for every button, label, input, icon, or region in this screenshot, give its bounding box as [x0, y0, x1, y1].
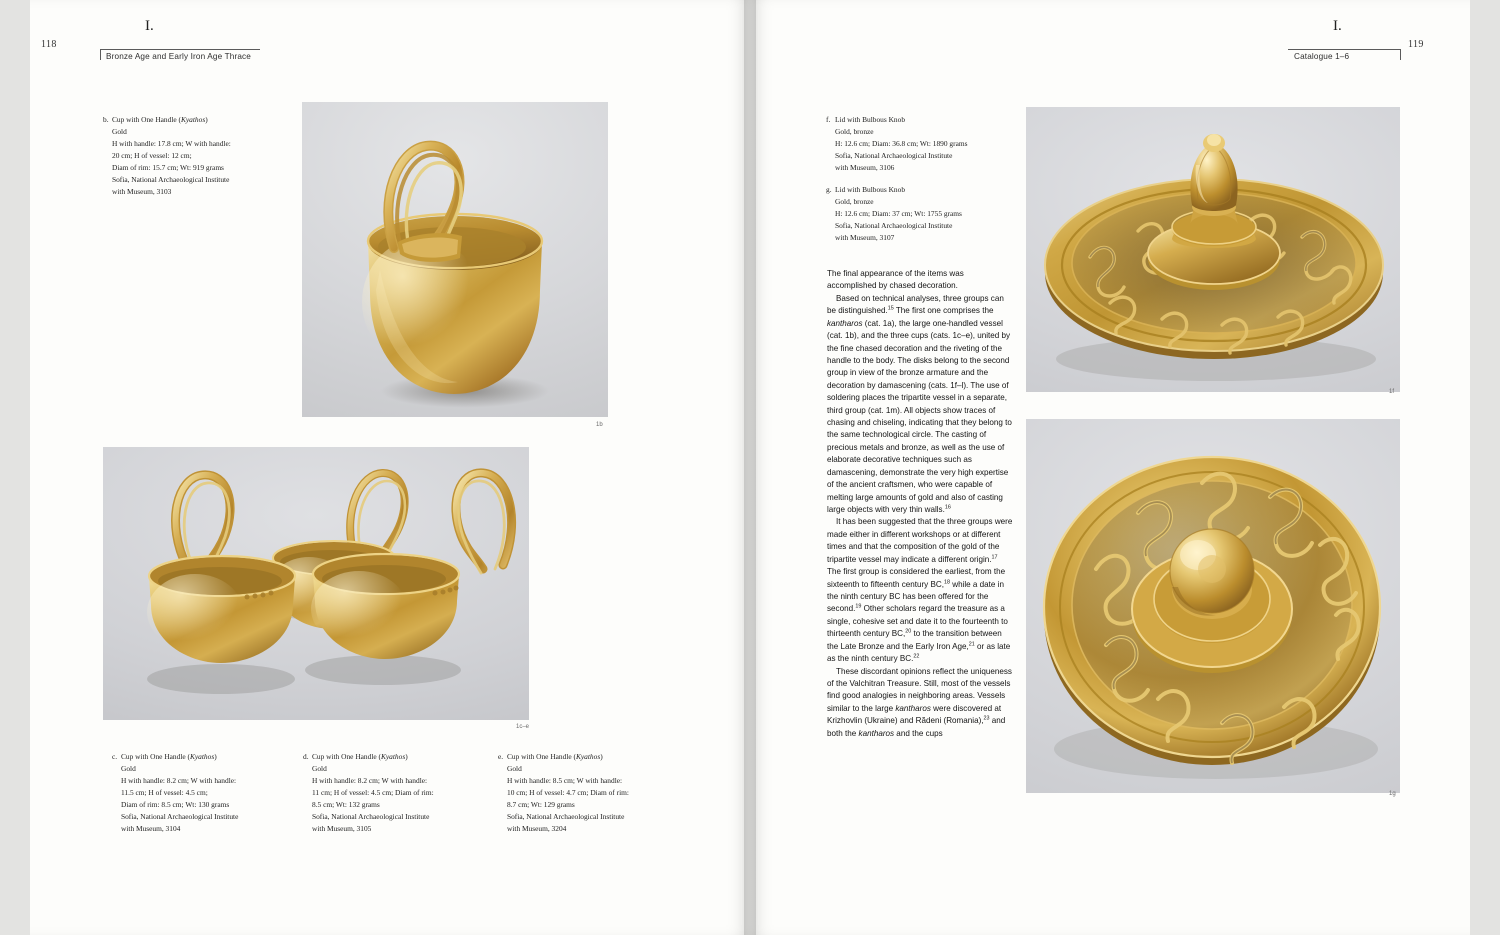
caption-g-dims-1: H: 12.6 cm; Diam: 37 cm; Wt: 1755 grams	[835, 208, 962, 218]
caption-e-index: e.	[498, 752, 504, 761]
caption-c-material: Gold	[121, 763, 136, 773]
caption-d-collection-1: Sofia, National Archaeological Institute	[312, 811, 430, 821]
body-paragraph-4: These discordant opinions reflect the uniqueness of the Valchitran Treasure. Still, most of the vessels find good analogies in neighboring areas. Vessels similar to the large kantharos were discovered at Krizhovlin (Ukraine) and Rădeni (Romania),$^{23}$ and both the kantharos and the cups	[827, 666, 1012, 738]
caption-c-dims-3: Diam of rim: 8.5 cm; Wt: 130 grams	[121, 799, 230, 809]
body-paragraph-3: It has been suggested that the three groups were made either in different workshops or at different times and that the composition of the gold of the tripartite vessel may indicate a different origin.$^{17}$ The first group is considered the earliest, from the sixteenth to fifteenth century BC,$^{18}$ while a date in the ninth century BC has been offered for the second.$^{19}$ Other scholars regard the treasure as a single, cohesive set and date it to the fourteenth to thirteenth century BC,$^{20}$ to the transition between the Late Bronze and the Early Iron Age,$^{21}$ or as late as the ninth century BC.$^{22}$	[827, 517, 1013, 664]
photo-cups-1c-e	[103, 447, 529, 720]
caption-e-dims-1: H with handle: 8.5 cm; W with handle:	[507, 775, 623, 785]
caption-d-collection-2: with Museum, 3105	[312, 823, 372, 833]
caption-g-collection-1: Sofia, National Archaeological Institute	[835, 220, 953, 230]
book-gutter	[744, 0, 756, 935]
right-head-tick	[1400, 49, 1401, 60]
right-section-numeral: I.	[1333, 18, 1342, 34]
caption-b	[103, 114, 293, 198]
figure-label-1b: 1b	[596, 422, 603, 428]
caption-e	[498, 751, 680, 835]
caption-b-material: Gold	[112, 126, 127, 136]
caption-b-dims-3: Diam of rim: 15.7 cm; Wt: 919 grams	[112, 162, 224, 172]
figure-label-1c-e: 1c–e	[516, 724, 530, 730]
right-running-head: Catalogue 1–6	[1294, 52, 1350, 61]
caption-g-collection-2: with Museum, 3107	[835, 232, 895, 242]
caption-g	[826, 184, 1016, 244]
caption-d-dims-2: 11 cm; H of vessel: 4.5 cm; Diam of rim:	[312, 787, 434, 797]
caption-c-dims-2: 11.5 cm; H of vessel: 4.5 cm;	[121, 787, 208, 797]
caption-g-index: g.	[826, 185, 832, 194]
caption-f-collection-1: Sofia, National Archaeological Institute	[835, 150, 953, 160]
caption-f-dims-1: H: 12.6 cm; Diam: 36.8 cm; Wt: 1890 grams	[835, 138, 968, 148]
caption-b-dims-2: 20 cm; H of vessel: 12 cm;	[112, 150, 192, 160]
right-folio-number: 119	[1408, 39, 1424, 50]
caption-b-collection-2: with Museum, 3103	[112, 186, 172, 196]
figure-label-1g: 1g	[1389, 791, 1396, 797]
caption-c-collection-1: Sofia, National Archaeological Institute	[121, 811, 239, 821]
body-text-column	[827, 268, 1013, 740]
left-section-numeral: I.	[145, 18, 154, 34]
caption-g-title: Lid with Bulbous Knob	[835, 185, 906, 194]
caption-b-index: b.	[103, 115, 109, 124]
left-head-tick	[100, 49, 101, 60]
body-paragraph-1: The final appearance of the items was accomplished by chased decoration.	[827, 269, 964, 291]
figure-label-1f: 1f	[1389, 389, 1395, 395]
left-running-head: Bronze Age and Early Iron Age Thrace	[106, 52, 251, 61]
caption-b-dims-1: H with handle: 17.8 cm; W with handle:	[112, 138, 231, 148]
left-head-rule	[100, 49, 260, 50]
caption-d-dims-1: H with handle: 8.2 cm; W with handle:	[312, 775, 428, 785]
caption-f-index: f.	[826, 115, 831, 124]
body-paragraph-2: Based on technical analyses, three groups can be distinguished.$^{15}$ The first one comprises the kantharos (cat. 1a), the large one-handled vessel (cat. 1b), and the three cups (cats. 1c–e), united by the fine chased decoration and the riveting of the handle to the body. The disks belong to the second group in view of the bronze armature and the decoration by damascening (cats. 1f–l). The use of soldering places the tripartite vessel in a separate, third group (cat. 1m). All objects show traces of chasing and chiseling, indicating that they belong to the same technological circle. The casting of precious metals and bronze, as well as the use of elaborate decorative techniques such as damascening, demonstrate the very high expertise of the ancient craftsmen, who were capable of melting large amounts of gold and also of casting large objects with very thin walls.$^{16}$	[827, 293, 1012, 515]
caption-f	[826, 114, 1016, 174]
caption-c-title: Cup with One Handle (Kyathos)	[121, 752, 217, 761]
caption-d-title: Cup with One Handle (Kyathos)	[312, 752, 408, 761]
caption-b-title: Cup with One Handle (Kyathos)	[112, 115, 208, 124]
caption-d	[303, 751, 485, 835]
spread-left-edge	[0, 0, 30, 935]
caption-c	[112, 751, 294, 835]
caption-d-index: d.	[303, 752, 309, 761]
caption-f-collection-2: with Museum, 3106	[835, 162, 895, 172]
right-head-rule	[1288, 49, 1400, 50]
caption-b-collection-1: Sofia, National Archaeological Institute	[112, 174, 230, 184]
caption-e-title: Cup with One Handle (Kyathos)	[507, 752, 603, 761]
caption-f-material: Gold, bronze	[835, 126, 874, 136]
caption-f-title: Lid with Bulbous Knob	[835, 115, 906, 124]
caption-d-material: Gold	[312, 763, 327, 773]
spread-right-edge	[1470, 0, 1500, 935]
photo-cup-1b	[302, 102, 608, 417]
photo-lid-1g	[1026, 419, 1400, 793]
caption-c-index: c.	[112, 752, 118, 761]
photo-lid-1f	[1026, 107, 1400, 392]
caption-e-material: Gold	[507, 763, 522, 773]
caption-d-dims-3: 8.5 cm; Wt: 132 grams	[312, 799, 380, 809]
left-folio-number: 118	[41, 39, 57, 50]
caption-c-collection-2: with Museum, 3104	[121, 823, 181, 833]
caption-e-collection-2: with Museum, 3204	[507, 823, 567, 833]
caption-e-dims-3: 8.7 cm; Wt: 129 grams	[507, 799, 575, 809]
caption-e-dims-2: 10 cm; H of vessel: 4.7 cm; Diam of rim:	[507, 787, 629, 797]
caption-e-collection-1: Sofia, National Archaeological Institute	[507, 811, 625, 821]
caption-c-dims-1: H with handle: 8.2 cm; W with handle:	[121, 775, 237, 785]
caption-g-material: Gold, bronze	[835, 196, 874, 206]
